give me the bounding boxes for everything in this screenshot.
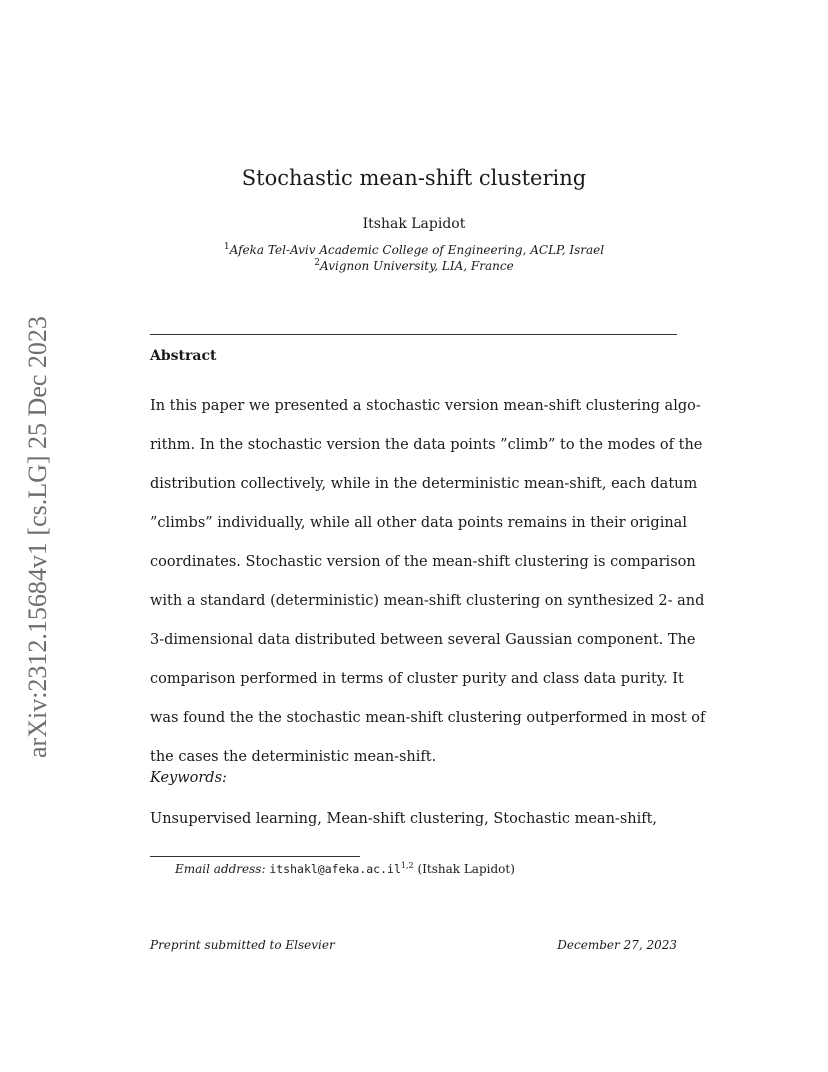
paper-title: Stochastic mean-shift clustering	[241, 166, 587, 190]
email-label: Email address:	[175, 862, 266, 876]
abstract-line: ”climbs” individually, while all other data points remains in their original	[150, 515, 687, 531]
abstract-line: 3-dimensional data distributed between several Gaussian component. The	[150, 632, 696, 648]
email-affiliation-marker: 1,2	[400, 861, 414, 870]
keywords-text: Unsupervised learning, Mean-shift clustering, Stochastic mean-shift,	[150, 811, 658, 827]
affiliation-1	[0, 242, 828, 257]
abstract-line: rithm. In the stochastic version the data points ”climb” to the modes of the	[150, 437, 703, 453]
abstract-heading: Abstract	[150, 348, 217, 364]
affiliation-2-text: Avignon University, LIA, France	[320, 259, 514, 273]
footnote-rule	[150, 856, 360, 857]
keywords-heading: Keywords:	[150, 770, 227, 786]
preprint-note: Preprint submitted to Elsevier	[150, 938, 335, 952]
affiliation-1-text: Afeka Tel-Aviv Academic College of Engineering, ACLP, Israel	[229, 243, 605, 257]
header-rule	[150, 334, 677, 335]
email-address[interactable]: itshakl@afeka.ac.il	[269, 862, 401, 876]
abstract-line: distribution collectively, while in the deterministic mean-shift, each datum	[150, 476, 698, 492]
author-name: Itshak Lapidot	[362, 216, 466, 232]
arxiv-identifier: arXiv:2312.15684v1 [cs.LG] 25 Dec 2023	[23, 316, 52, 758]
preprint-date: December 27, 2023	[557, 938, 677, 952]
email-owner: (Itshak Lapidot)	[417, 862, 515, 876]
abstract-line: with a standard (deterministic) mean-shift clustering on synthesized 2- and	[150, 593, 705, 609]
abstract-line: coordinates. Stochastic version of the mean-shift clustering is comparison	[150, 554, 696, 570]
abstract-line: In this paper we presented a stochastic version mean-shift clustering algo-	[150, 398, 701, 414]
email-footnote	[175, 861, 515, 876]
affiliation-2	[0, 258, 828, 273]
affiliation-1-marker: 1	[223, 242, 230, 252]
abstract-line: the cases the deterministic mean-shift.	[150, 749, 437, 765]
abstract-line: comparison performed in terms of cluster purity and class data purity. It	[150, 671, 684, 687]
affiliation-2-marker: 2	[314, 258, 321, 268]
abstract-line: was found the the stochastic mean-shift clustering outperformed in most of	[150, 710, 706, 726]
